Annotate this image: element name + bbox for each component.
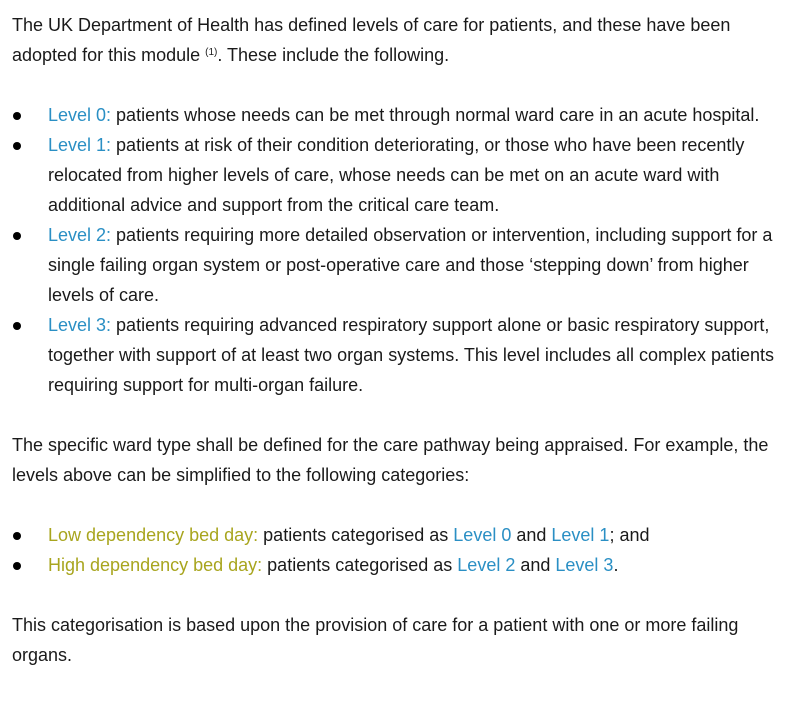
list-item-level-1 [12,130,780,220]
category-text: . [613,555,619,575]
ward-type-paragraph: The specific ward type shall be defined for the care pathway being appraised. For example, the levels above can be simplified to the following categories: [12,435,769,485]
category-text: and [515,555,556,575]
intro-text-end: . These include the following. [217,45,450,65]
bullet-icon [13,562,21,570]
closing-paragraph: This categorisation is based upon the provision of care for a patient with one or more failing organs. [12,615,739,665]
level-term: Level 0: [48,105,112,125]
category-text: and [511,525,552,545]
bullet-icon [13,112,21,120]
list-item-high-dependency [12,550,780,580]
list-item-level-2 [12,220,780,310]
intro-text: The UK Department of Health has defined levels of care for patients, and these have been adopted for this module [12,15,731,65]
level-term: Level 3: [48,315,112,335]
dependency-term: Low dependency bed day: [48,525,259,545]
intro-paragraph [12,10,780,70]
reference-marker: (1) [205,47,218,58]
dependency-categories-list [12,520,780,580]
level-reference: Level 2 [457,555,516,575]
list-item-level-3 [12,310,780,400]
level-description: patients requiring more detailed observation or intervention, including support for a single failing organ system or post-operative care and those ‘stepping down’ from higher levels of care. [48,225,773,305]
level-term: Level 2: [48,225,112,245]
category-text: patients categorised as [262,555,458,575]
list-item-low-dependency [12,520,780,550]
level-description: patients at risk of their condition deteriorating, or those who have been recently relocated from higher levels of care, whose needs can be met on an acute ward with additional advice and support from the critical care team. [48,135,745,215]
bullet-icon [13,232,21,240]
bullet-icon [13,322,21,330]
level-reference: Level 0 [453,525,512,545]
list-item-level-0 [12,100,780,130]
level-reference: Level 1 [551,525,610,545]
level-description: patients requiring advanced respiratory support alone or basic respiratory support, together with support of at least two organ systems. This level includes all complex patients requiring support for multi-organ failure. [48,315,775,395]
category-text: ; and [609,525,650,545]
level-term: Level 1: [48,135,112,155]
category-text: patients categorised as [258,525,454,545]
bullet-icon [13,142,21,150]
level-reference: Level 3 [555,555,614,575]
care-levels-list [12,100,780,400]
bullet-icon [13,532,21,540]
dependency-term: High dependency bed day: [48,555,263,575]
level-description: patients whose needs can be met through normal ward care in an acute hospital. [111,105,760,125]
